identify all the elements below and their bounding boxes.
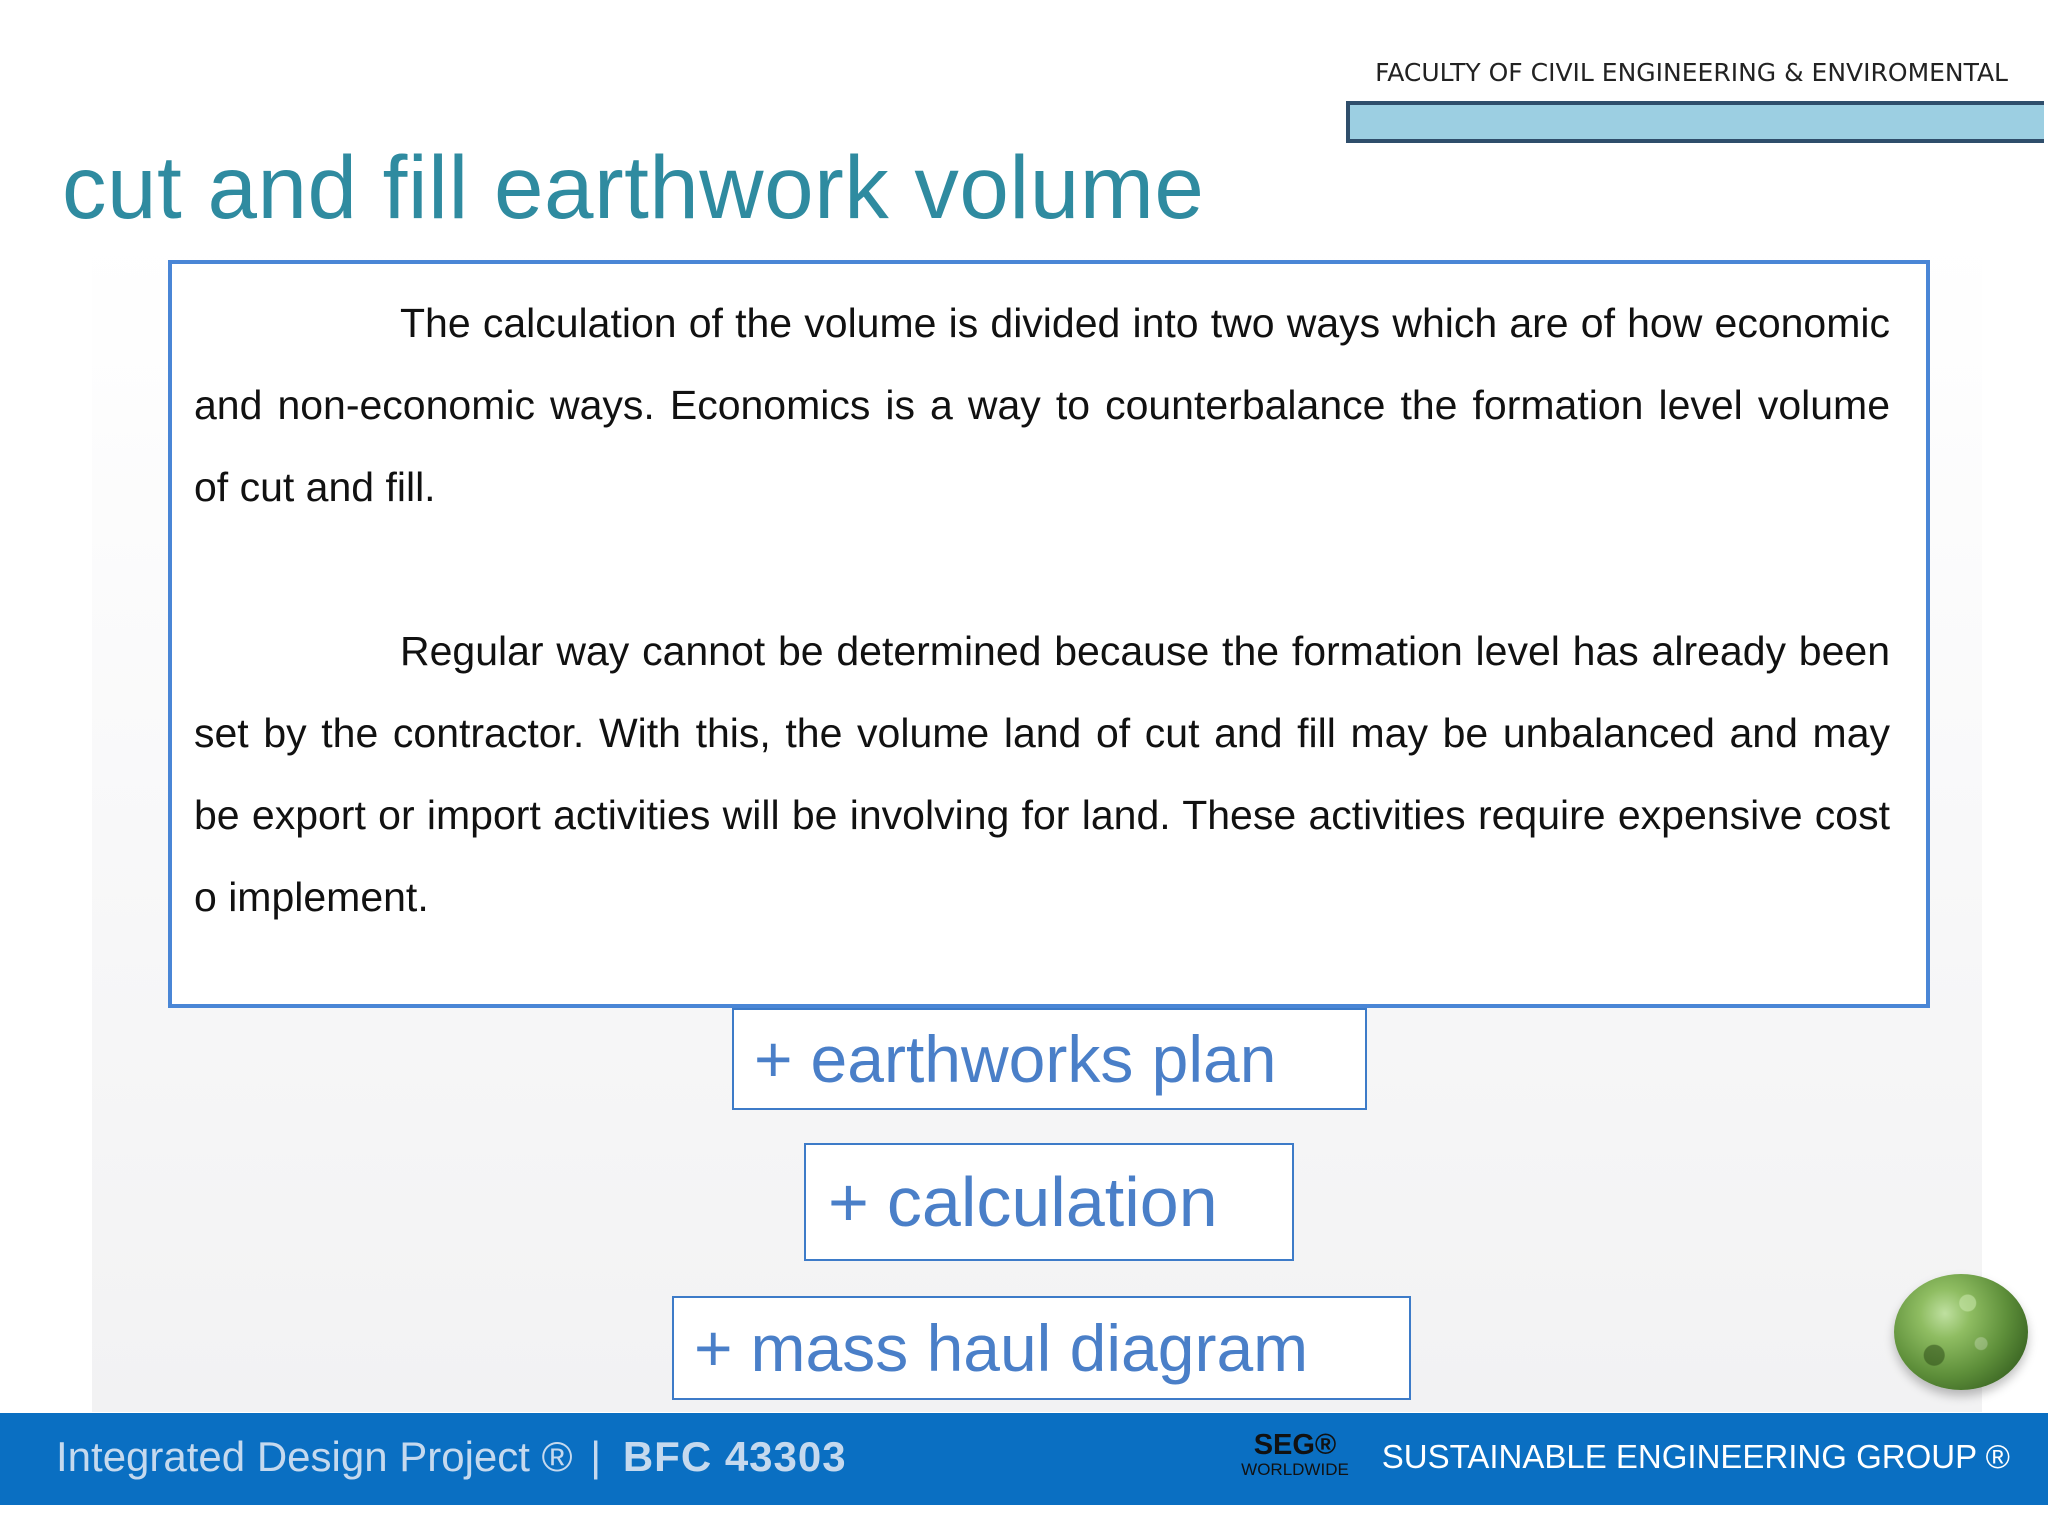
- plus-icon: +: [754, 1022, 793, 1096]
- seg-logo-text: SEG®: [1253, 1429, 1337, 1461]
- seg-logo-subtext: WORLDWIDE: [1241, 1460, 1349, 1480]
- calculation-label: calculation: [886, 1163, 1218, 1241]
- faculty-label: FACULTY OF CIVIL ENGINEERING & ENVIROMENTAL: [1375, 58, 2008, 87]
- calculation-button[interactable]: [804, 1143, 1294, 1261]
- footer-course: [56, 1433, 847, 1481]
- course-code: BFC 43303: [622, 1433, 847, 1480]
- mass-haul-diagram-label: mass haul diagram: [750, 1311, 1309, 1385]
- paragraph-regular: Regular way cannot be determined because the formation level has already been set by the contractor. With this, the volume land of cut and fill may be unbalanced and may be export or import activities will be involving for land. These activities require expensive cost o implement.: [194, 628, 1890, 920]
- footer-separator: |: [590, 1433, 602, 1480]
- paragraph-economic: The calculation of the volume is divided into two ways which are of how economic and non-economic ways. Economics is a way to counterbalance the formation level volume of cut and fill.: [194, 300, 1890, 510]
- seg-logo: [1240, 1430, 1350, 1480]
- content-box: [168, 260, 1930, 1008]
- footer-group-name: SUSTAINABLE ENGINEERING GROUP ®: [1381, 1438, 2010, 1475]
- mass-haul-diagram-button[interactable]: [672, 1296, 1411, 1400]
- plus-icon: +: [694, 1311, 733, 1385]
- page-title: cut and fill earthwork volume: [62, 137, 1205, 237]
- earthworks-plan-button[interactable]: [732, 1008, 1367, 1110]
- course-name: Integrated Design Project ®: [56, 1433, 573, 1480]
- earthworks-plan-label: earthworks plan: [810, 1022, 1277, 1096]
- plus-icon: +: [828, 1163, 869, 1241]
- faculty-bar: [1346, 101, 2044, 143]
- green-globe-icon: [1894, 1274, 2028, 1390]
